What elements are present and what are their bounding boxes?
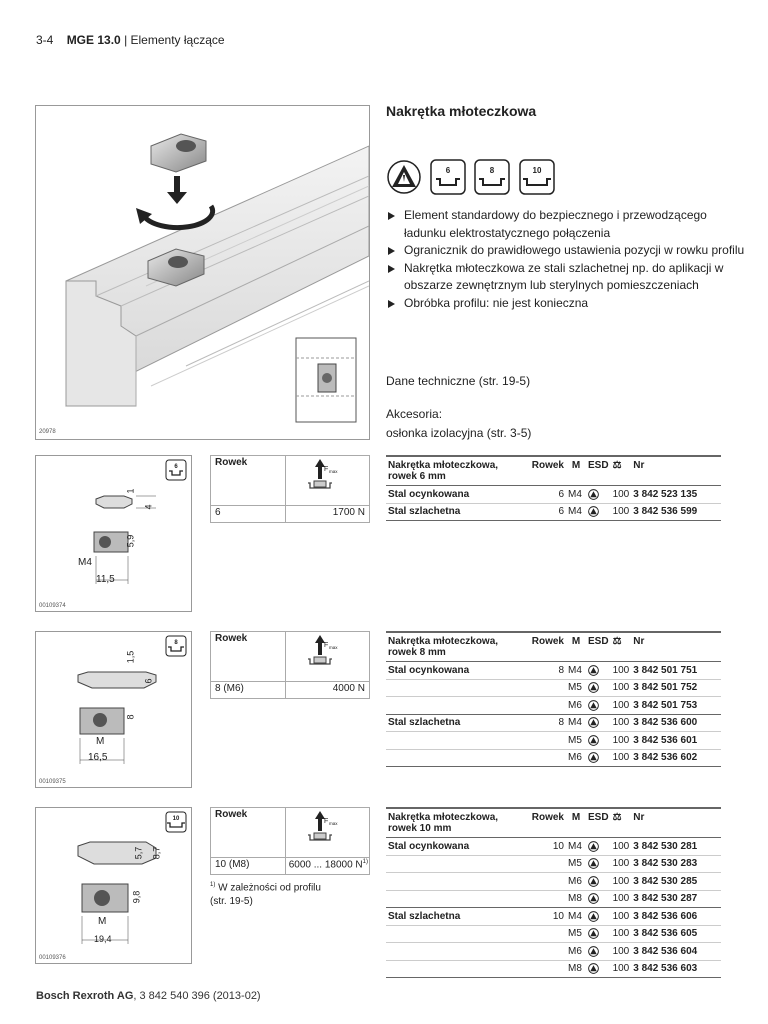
part-number: 3 842 523 135 bbox=[631, 486, 721, 504]
part-number: 3 842 536 599 bbox=[631, 503, 721, 521]
qty-value: 100 bbox=[611, 943, 632, 961]
col-m: M bbox=[566, 632, 586, 662]
qty-value: 100 bbox=[611, 925, 632, 943]
dim-b: 4 bbox=[143, 504, 154, 510]
qty-value: 100 bbox=[611, 960, 632, 978]
m-value: M5 bbox=[566, 679, 586, 697]
dim-width: 19,4 bbox=[94, 934, 112, 944]
dim-a: 1 bbox=[125, 488, 136, 494]
qty-value: 100 bbox=[611, 662, 632, 680]
col-rowek: Rowek bbox=[526, 456, 566, 486]
dim-b: 6 bbox=[143, 678, 154, 684]
esd-icon bbox=[586, 855, 611, 873]
dim-c: 8 bbox=[125, 714, 136, 720]
page-header bbox=[36, 33, 225, 47]
slot-8-icon bbox=[474, 159, 510, 195]
esd-icon bbox=[586, 838, 611, 856]
svg-text:8: 8 bbox=[489, 166, 495, 175]
load-header: Rowek bbox=[211, 808, 286, 858]
svg-text:10: 10 bbox=[532, 166, 542, 175]
slot-10-icon bbox=[519, 159, 555, 195]
part-number: 3 842 536 600 bbox=[631, 714, 721, 732]
esd-icon bbox=[586, 925, 611, 943]
dimension-drawing bbox=[36, 456, 191, 611]
doc-title: MGE 13.0 bbox=[66, 33, 121, 47]
esd-icon bbox=[586, 697, 611, 715]
m-value: M6 bbox=[566, 697, 586, 715]
qty-value: 100 bbox=[611, 908, 632, 926]
m-value: M8 bbox=[566, 960, 586, 978]
m-value: M4 bbox=[566, 662, 586, 680]
load-force: 6000 ... 18000 N bbox=[288, 859, 363, 871]
esd-icon bbox=[586, 503, 611, 521]
part-number: 3 842 501 752 bbox=[631, 679, 721, 697]
nut-drawing-10 bbox=[35, 807, 192, 964]
load-header: Rowek bbox=[211, 456, 286, 506]
load-table-8 bbox=[210, 631, 370, 699]
svg-text:8: 8 bbox=[174, 640, 178, 646]
group-slot: 6 bbox=[526, 503, 566, 521]
load-header: Rowek bbox=[211, 632, 286, 682]
svg-text:max: max bbox=[329, 645, 338, 650]
qty-value: 100 bbox=[611, 838, 632, 856]
dim-width: 11,5 bbox=[96, 574, 115, 585]
dim-a: 5,7 bbox=[133, 846, 144, 860]
qty-value: 100 bbox=[611, 486, 632, 504]
page-footer bbox=[36, 990, 261, 1002]
group-slot: 8 bbox=[526, 714, 566, 732]
svg-text:F: F bbox=[324, 642, 329, 649]
group-name: Stal szlachetna bbox=[386, 503, 526, 521]
part-number: 3 842 536 605 bbox=[631, 925, 721, 943]
esd-icon bbox=[586, 662, 611, 680]
section-title: | Elementy łączące bbox=[124, 33, 225, 47]
dimension-drawing bbox=[36, 632, 191, 787]
col-rowek: Rowek bbox=[526, 808, 566, 838]
m-value: M6 bbox=[566, 749, 586, 767]
dim-thread: M4 bbox=[78, 557, 92, 568]
col-nr: Nr bbox=[631, 456, 721, 486]
m-value: M4 bbox=[566, 908, 586, 926]
dim-b: 8,7 bbox=[151, 846, 162, 860]
qty-value: 100 bbox=[611, 749, 632, 767]
image-code: 20978 bbox=[39, 429, 56, 435]
tech-data-link[interactable]: Dane techniczne (str. 19-5) bbox=[386, 374, 531, 388]
main-illustration bbox=[35, 105, 370, 440]
dimension-drawing bbox=[36, 808, 191, 963]
m-value: M4 bbox=[566, 838, 586, 856]
force-icon bbox=[286, 456, 370, 506]
group-name: Stal ocynkowana bbox=[386, 486, 526, 504]
col-m: M bbox=[566, 456, 586, 486]
load-table-10 bbox=[210, 807, 370, 875]
group-name: Stal szlachetna bbox=[386, 714, 526, 732]
dim-width: 16,5 bbox=[88, 752, 108, 763]
esd-icon bbox=[586, 714, 611, 732]
package-icon: ⚖ bbox=[611, 632, 632, 662]
part-number: 3 842 536 602 bbox=[631, 749, 721, 767]
svg-text:F: F bbox=[324, 818, 329, 825]
feature-item: Nakrętka młoteczkowa ze stali szlachetnej np. do aplikacji w obszarze zewnętrznym lub sterylnych pomieszczeniach bbox=[386, 260, 746, 295]
product-title-8: Nakrętka młoteczkowa, rowek 8 mm bbox=[386, 632, 526, 662]
qty-value: 100 bbox=[611, 873, 632, 891]
footer-company: Bosch Rexroth AG bbox=[36, 990, 134, 1002]
product-table-10 bbox=[386, 807, 721, 978]
group-name: Stal ocynkowana bbox=[386, 662, 526, 680]
part-number: 3 842 530 281 bbox=[631, 838, 721, 856]
product-table-8 bbox=[386, 631, 721, 767]
m-value: M5 bbox=[566, 732, 586, 750]
load-slot: 8 (M6) bbox=[211, 682, 286, 699]
part-number: 3 842 536 604 bbox=[631, 943, 721, 961]
part-number: 3 842 536 606 bbox=[631, 908, 721, 926]
footer-ref: , 3 842 540 396 (2013-02) bbox=[133, 990, 261, 1002]
feature-list bbox=[386, 207, 746, 312]
accessories-label: Akcesoria: bbox=[386, 407, 443, 421]
m-value: M6 bbox=[566, 943, 586, 961]
dim-a: 1,5 bbox=[125, 650, 136, 664]
product-title-10: Nakrętka młoteczkowa, rowek 10 mm bbox=[386, 808, 526, 838]
group-name: Stal szlachetna bbox=[386, 908, 526, 926]
col-esd: ESD bbox=[586, 632, 611, 662]
svg-text:6: 6 bbox=[445, 166, 451, 175]
m-value: M8 bbox=[566, 890, 586, 908]
load-slot: 6 bbox=[211, 506, 286, 523]
part-number: 3 842 536 603 bbox=[631, 960, 721, 978]
load-force: 4000 N bbox=[286, 682, 370, 699]
group-slot: 10 bbox=[526, 908, 566, 926]
part-number: 3 842 530 285 bbox=[631, 873, 721, 891]
image-code: 00109376 bbox=[39, 955, 66, 961]
package-icon: ⚖ bbox=[611, 456, 632, 486]
part-number: 3 842 536 601 bbox=[631, 732, 721, 750]
esd-icon bbox=[586, 908, 611, 926]
accessories-link[interactable]: osłonka izolacyjna (str. 3-5) bbox=[386, 426, 532, 440]
force-icon bbox=[286, 632, 370, 682]
footnote-text: W zależności od profilu bbox=[218, 882, 321, 894]
esd-icon bbox=[586, 873, 611, 891]
dim-thread: M bbox=[96, 736, 105, 747]
qty-value: 100 bbox=[611, 697, 632, 715]
load-force-cell bbox=[286, 858, 370, 875]
footnote-ref: 1) bbox=[362, 859, 368, 865]
footnote-mark: 1) bbox=[210, 882, 216, 888]
m-value: M5 bbox=[566, 855, 586, 873]
dim-thread: M bbox=[98, 916, 107, 927]
esd-icon bbox=[586, 679, 611, 697]
load-table-6 bbox=[210, 455, 370, 523]
col-rowek: Rowek bbox=[526, 632, 566, 662]
profile-illustration bbox=[36, 106, 369, 439]
package-icon: ⚖ bbox=[611, 808, 632, 838]
qty-value: 100 bbox=[611, 732, 632, 750]
col-nr: Nr bbox=[631, 808, 721, 838]
qty-value: 100 bbox=[611, 855, 632, 873]
product-table-6 bbox=[386, 455, 721, 521]
esd-icon bbox=[586, 749, 611, 767]
svg-text:10: 10 bbox=[172, 816, 180, 822]
qty-value: 100 bbox=[611, 714, 632, 732]
group-slot: 8 bbox=[526, 662, 566, 680]
part-number: 3 842 501 751 bbox=[631, 662, 721, 680]
m-value: M6 bbox=[566, 873, 586, 891]
force-icon bbox=[286, 808, 370, 858]
svg-text:F: F bbox=[324, 466, 329, 473]
m-value: M4 bbox=[566, 486, 586, 504]
product-title: Nakrętka młoteczkowa bbox=[386, 103, 537, 119]
esd-icon bbox=[586, 943, 611, 961]
part-number: 3 842 501 753 bbox=[631, 697, 721, 715]
esd-icon bbox=[586, 960, 611, 978]
col-m: M bbox=[566, 808, 586, 838]
svg-text:6: 6 bbox=[174, 464, 178, 470]
m-value: M4 bbox=[566, 714, 586, 732]
feature-item: Obróbka profilu: nie jest konieczna bbox=[386, 295, 746, 313]
footnote bbox=[210, 878, 321, 909]
image-code: 00109374 bbox=[39, 603, 66, 609]
load-force: 1700 N bbox=[286, 506, 370, 523]
qty-value: 100 bbox=[611, 679, 632, 697]
nut-drawing-8 bbox=[35, 631, 192, 788]
qty-value: 100 bbox=[611, 503, 632, 521]
load-slot: 10 (M8) bbox=[211, 858, 286, 875]
group-slot: 6 bbox=[526, 486, 566, 504]
svg-text:max: max bbox=[329, 469, 338, 474]
nut-drawing-6 bbox=[35, 455, 192, 612]
dim-c: 9,8 bbox=[131, 890, 142, 904]
group-slot: 10 bbox=[526, 838, 566, 856]
part-number: 3 842 530 287 bbox=[631, 890, 721, 908]
svg-text:max: max bbox=[329, 821, 338, 826]
esd-icon bbox=[586, 486, 611, 504]
part-number: 3 842 530 283 bbox=[631, 855, 721, 873]
slot-6-icon bbox=[430, 159, 466, 195]
esd-icon bbox=[386, 159, 422, 195]
esd-icon bbox=[586, 890, 611, 908]
m-value: M5 bbox=[566, 925, 586, 943]
page-number: 3-4 bbox=[36, 33, 54, 47]
footnote-link[interactable]: (str. 19-5) bbox=[210, 896, 253, 908]
m-value: M4 bbox=[566, 503, 586, 521]
feature-item: Ogranicznik do prawidłowego ustawienia pozycji w rowku profilu bbox=[386, 242, 746, 260]
product-title-6: Nakrętka młoteczkowa, rowek 6 mm bbox=[386, 456, 526, 486]
col-esd: ESD bbox=[586, 456, 611, 486]
qty-value: 100 bbox=[611, 890, 632, 908]
col-esd: ESD bbox=[586, 808, 611, 838]
esd-icon bbox=[586, 732, 611, 750]
col-nr: Nr bbox=[631, 632, 721, 662]
image-code: 00109375 bbox=[39, 779, 66, 785]
group-name: Stal ocynkowana bbox=[386, 838, 526, 856]
dim-c: 5,9 bbox=[125, 534, 136, 548]
feature-item: Element standardowy do bezpiecznego i przewodzącego ładunku elektrostatycznego połączenia bbox=[386, 207, 746, 242]
